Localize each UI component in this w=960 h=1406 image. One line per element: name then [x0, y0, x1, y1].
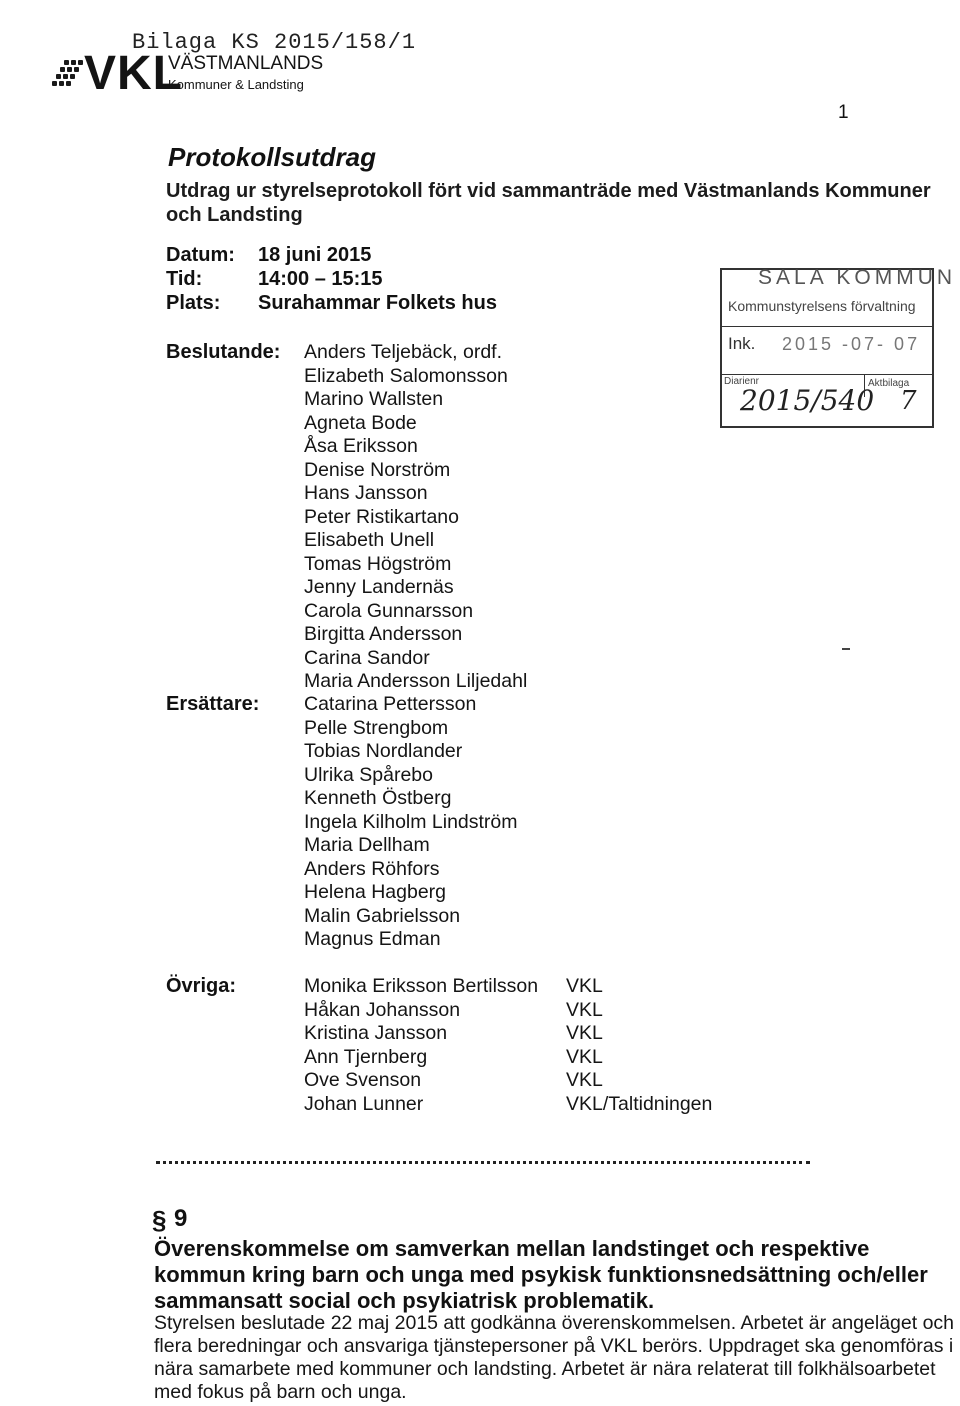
attendee-name: Anders Teljebäck, ordf. — [304, 341, 502, 363]
attachment-reference: Bilaga KS 2015/158/1 — [132, 30, 417, 55]
logo-dots-icon — [52, 56, 86, 96]
other-attendee-org: VKL — [566, 1022, 603, 1044]
substitute-name: Anders Röhfors — [304, 857, 440, 880]
substitute-name: Magnus Edman — [304, 928, 441, 950]
date-label: Datum: — [166, 244, 235, 266]
stamp-dept: Kommunstyrelsens förvaltning — [728, 298, 916, 314]
time-label: Tid: — [166, 268, 203, 290]
substitute-name: Maria Dellham — [304, 834, 430, 856]
time-value: 14:00 – 15:15 — [258, 268, 383, 290]
other-attendee-name: Kristina Jansson — [304, 1022, 448, 1044]
other-attendee-org: VKL — [566, 975, 603, 997]
attendee-name: Elisabeth Unell — [304, 529, 435, 551]
other-attendee-name: Monika Eriksson Bertilsson — [304, 975, 539, 997]
logo-name: VÄSTMANLANDS — [168, 53, 324, 74]
date-value: 18 juni 2015 — [258, 244, 372, 266]
other-attendee-org: VKL/Taltidningen — [566, 1092, 713, 1115]
substitute-name: Helena Hagberg — [304, 881, 447, 903]
attendee-name: Marino Wallsten — [304, 388, 444, 410]
attendee-name: Maria Andersson Liljedahl — [304, 670, 528, 692]
stamp-org: SALA KOMMUN — [758, 266, 957, 289]
substitute-name: Malin Gabrielsson — [304, 904, 461, 927]
place-value: Surahammar Folkets hus — [258, 292, 497, 314]
other-attendee-name: Johan Lunner — [304, 1092, 424, 1115]
stamp-diarienr: 2015/540 — [740, 384, 875, 417]
other-attendee-org: VKL — [566, 998, 603, 1021]
other-attendee-name: Håkan Johansson — [304, 998, 461, 1021]
attendee-name: Tomas Högström — [304, 552, 452, 575]
logo-subtitle: Kommuner & Landsting — [168, 77, 304, 92]
section-body: Styrelsen beslutade 22 maj 2015 att godkänna överenskommelsen. Arbetet är angeläget och flera beredningar och ansvariga tjänstepersoner på VKL berörs. Uppdraget ska genomföras i nära samarbete med kommuner och landsting. Arbetet är nära relaterat till folkhälsoarbetet med fokus på barn och unga. — [154, 1312, 955, 1403]
stamp-aktbilaga-label: Aktbilaga — [868, 378, 910, 389]
stamp-diarienr-label: Diarienr — [724, 376, 760, 387]
substitute-name: Kenneth Östberg — [304, 787, 452, 809]
attendee-name: Jenny Landernäs — [304, 576, 454, 598]
document-title: Protokollsutdrag — [168, 142, 377, 172]
substitute-name: Ingela Kilholm Lindström — [304, 810, 518, 833]
stamp-received-date: 2015 -07- 07 — [782, 334, 921, 354]
substitute-name: Tobias Nordlander — [304, 740, 463, 762]
section-symbol: § — [152, 1205, 167, 1235]
attendee-name: Birgitta Andersson — [304, 623, 463, 645]
section-heading: Överenskommelse om samverkan mellan landstinget och respektive kommun kring barn och unga med psykisk funktionsnedsättning och/eller sammansatt social och psykiatrisk problematik. — [154, 1236, 928, 1313]
page-number: 1 — [838, 102, 849, 123]
other-attendee-name: Ove Svenson — [304, 1069, 422, 1091]
stamp-received-label: Ink. — [728, 334, 756, 353]
substitute-name: Catarina Pettersson — [304, 693, 477, 715]
attendee-name: Elizabeth Salomonsson — [304, 364, 508, 387]
attendee-name: Åsa Eriksson — [304, 435, 418, 457]
other-attendee-org: VKL — [566, 1045, 603, 1068]
vkl-logo — [52, 48, 352, 114]
ersattare-label: Ersättare: — [166, 693, 260, 715]
document-subtitle: Utdrag ur styrelseprotokoll fört vid sammanträde med Västmanlands Kommuner och Landsting — [166, 180, 931, 226]
stray-mark — [842, 648, 850, 650]
section-number: 9 — [174, 1205, 188, 1232]
other-attendee-org: VKL — [566, 1069, 603, 1091]
substitute-name: Pelle Strengbom — [304, 716, 449, 739]
place-label: Plats: — [166, 292, 221, 314]
ovriga-label: Övriga: — [166, 975, 237, 997]
attendee-name: Hans Jansson — [304, 482, 428, 504]
beslutande-label: Beslutande: — [166, 341, 281, 363]
attendee-name: Agneta Bode — [304, 411, 417, 434]
received-stamp — [718, 262, 957, 434]
stamp-aktbilaga: 7 — [900, 386, 917, 416]
attendee-name: Denise Norström — [304, 458, 451, 481]
attendee-name: Peter Ristikartano — [304, 505, 459, 528]
logo-mark: VKL — [84, 47, 183, 100]
substitute-name: Ulrika Spårebo — [304, 763, 433, 786]
other-attendee-name: Ann Tjernberg — [304, 1045, 428, 1068]
attendee-name: Carina Sandor — [304, 646, 430, 669]
section-divider — [156, 1161, 810, 1168]
attendee-name: Carola Gunnarsson — [304, 599, 474, 622]
